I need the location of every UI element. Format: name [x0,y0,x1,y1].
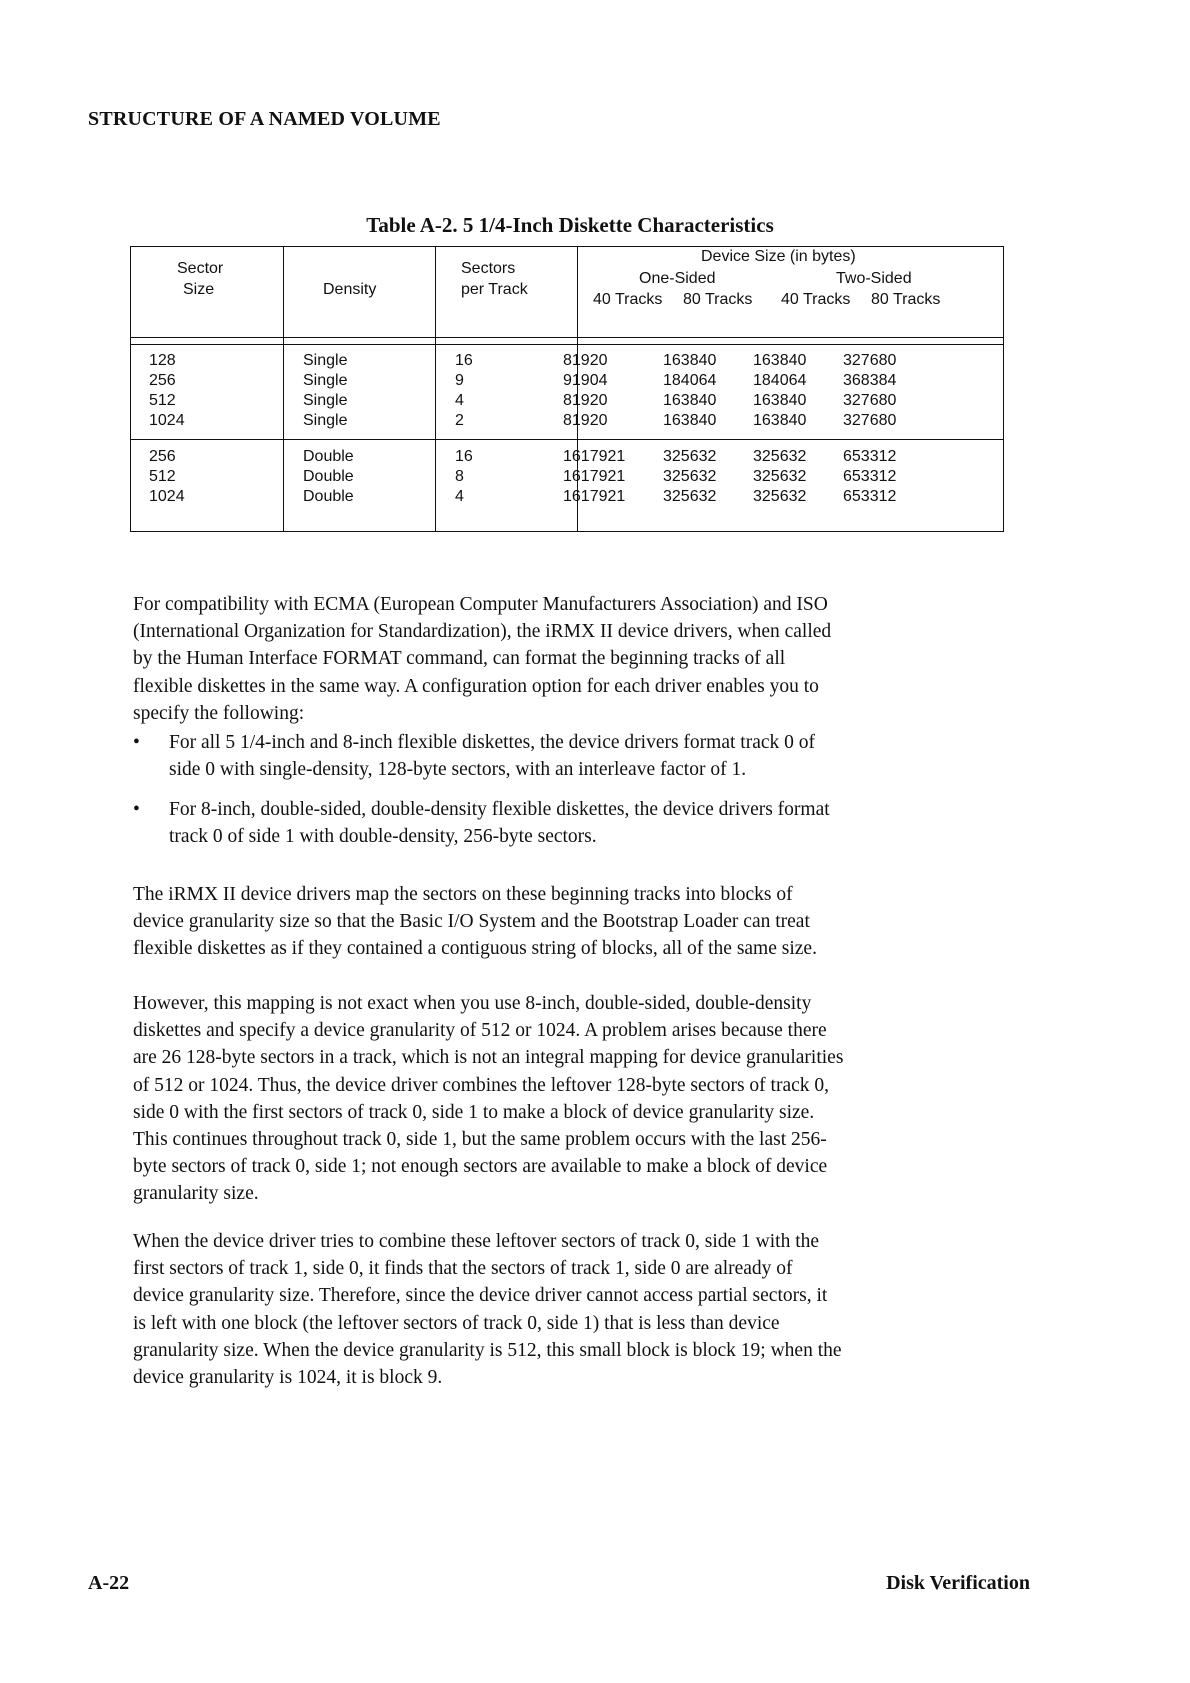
cell-sector-size: 256 [149,372,176,389]
intro-paragraph [133,591,1013,727]
section-divider [131,439,1003,440]
cell-sector-size: 512 [149,468,176,485]
cell-sectors-per-track: 8 [455,468,464,485]
text-line: by the Human Interface FORMAT command, can format the beginning tracks of all [133,648,786,670]
cell-2s-80-tracks: 327680 [843,412,897,429]
page-number: A-22 [88,1572,130,1594]
running-head: STRUCTURE OF A NAMED VOLUME [88,108,441,130]
cell-1s-40-tracks: 81920 [563,412,608,429]
bullet-icon: • [133,799,140,820]
bullet-text [169,729,1009,783]
text-line: diskettes and specify a device granularity of 512 or 1024. A problem arises because there [133,1020,827,1042]
cell-1s-80-tracks: 163840 [663,412,717,429]
text-line: flexible diskettes in the same way. A configuration option for each driver enables you to [133,675,819,697]
cell-1s-80-tracks: 325632 [663,468,717,485]
text-line: is left with one block (the leftover sectors of track 0, side 1) that is less than device [133,1312,780,1334]
text-line: are 26 128-byte sectors in a track, which is not an integral mapping for device granularities [133,1047,844,1069]
inexact-mapping-paragraph [133,990,1013,1208]
header-device-size: Device Size (in bytes) [701,248,856,265]
cell-1s-40-tracks: 91904 [563,372,608,389]
text-line: The iRMX II device drivers map the sectors on these beginning tracks into blocks of [133,884,793,905]
cell-2s-40-tracks: 163840 [753,352,807,369]
header-subcol-2s-40: 40 Tracks [781,291,851,308]
text-line: device granularity is 1024, it is block 9. [133,1367,443,1389]
leftover-block-paragraph [133,1228,1013,1391]
header-subcol-2s-80: 80 Tracks [871,291,941,308]
header-density: Density [323,281,377,298]
cell-sectors-per-track: 2 [455,412,464,429]
cell-2s-40-tracks: 163840 [753,392,807,409]
section-name: Disk Verification [886,1572,1030,1594]
cell-2s-80-tracks: 327680 [843,392,897,409]
cell-2s-40-tracks: 184064 [753,372,807,389]
text-line: device granularity size so that the Basic I/O System and the Bootstrap Loader can treat [133,911,810,933]
cell-2s-40-tracks: 163840 [753,412,807,429]
cell-sectors-per-track: 4 [455,392,464,409]
diskette-characteristics-table [130,246,1004,532]
cell-sector-size: 128 [149,352,176,369]
text-line: of 512 or 1024. Thus, the device driver combines the leftover 128-byte sectors of track 0, [133,1074,830,1096]
text-line: specify the following: [133,702,305,724]
cell-density: Single [303,392,348,409]
cell-1s-40-tracks: 81920 [563,392,608,409]
cell-sector-size: 256 [149,448,176,465]
table-title [0,213,1190,238]
cell-2s-40-tracks: 325632 [753,448,807,465]
cell-2s-80-tracks: 327680 [843,352,897,369]
cell-1s-80-tracks: 184064 [663,372,717,389]
cell-2s-80-tracks: 368384 [843,372,897,389]
text-line: side 0 with single-density, 128-byte sectors, with an interleave factor of 1. [169,759,747,781]
text-line: (International Organization for Standardization), the iRMX II device drivers, when called [133,621,832,643]
header-sector-size-1: Sector [177,260,224,277]
text-line: For 8-inch, double-sided, double-density flexible diskettes, the device drivers format [169,799,830,820]
cell-density: Single [303,412,348,429]
cell-1s-40-tracks: 81920 [563,352,608,369]
cell-2s-40-tracks: 325632 [753,488,807,505]
cell-2s-40-tracks: 325632 [753,468,807,485]
column-divider [283,247,284,531]
bullet-text [169,796,1009,850]
text-line: device granularity size. Therefore, since the device driver cannot access partial sectors, it [133,1285,828,1307]
header-sectors-per-track-1: Sectors [461,260,516,277]
cell-1s-40-tracks: 1617921 [563,488,626,505]
cell-sectors-per-track: 4 [455,488,464,505]
header-one-sided: One-Sided [639,270,716,287]
cell-sector-size: 512 [149,392,176,409]
bullet-icon: • [133,732,140,753]
text-line: byte sectors of track 0, side 1; not enough sectors are available to make a block of device [133,1156,828,1178]
text-line: For compatibility with ECMA (European Computer Manufacturers Association) and ISO [133,594,828,615]
header-sector-size-2: Size [183,281,215,298]
cell-1s-80-tracks: 163840 [663,392,717,409]
cell-2s-80-tracks: 653312 [843,468,897,485]
cell-1s-40-tracks: 1617921 [563,448,626,465]
mapping-paragraph [133,881,1013,963]
header-sectors-per-track-2: per Track [461,281,528,298]
text-line: This continues throughout track 0, side 1, but the same problem occurs with the last 256- [133,1129,827,1151]
header-rule [131,337,1003,338]
cell-1s-40-tracks: 1617921 [563,468,626,485]
cell-density: Single [303,352,348,369]
cell-density: Double [303,468,354,485]
cell-sectors-per-track: 9 [455,372,464,389]
text-line: For all 5 1/4-inch and 8-inch flexible diskettes, the device drivers format track 0 of [169,732,816,753]
cell-1s-80-tracks: 163840 [663,352,717,369]
header-subcol-1s-40: 40 Tracks [593,291,663,308]
cell-1s-80-tracks: 325632 [663,488,717,505]
header-rule [131,344,1003,345]
header-subcol-1s-80: 80 Tracks [683,291,753,308]
header-two-sided: Two-Sided [836,270,912,287]
text-line: side 0 with the first sectors of track 0, side 1 to make a block of device granularity size. [133,1101,815,1123]
text-line: However, this mapping is not exact when you use 8-inch, double-sided, double-density [133,993,812,1014]
cell-sectors-per-track: 16 [455,352,473,369]
text-line: flexible diskettes as if they contained a contiguous string of blocks, all of the same size. [133,938,817,960]
cell-density: Double [303,448,354,465]
text-line: granularity size. [133,1183,259,1205]
cell-2s-80-tracks: 653312 [843,448,897,465]
cell-sector-size: 1024 [149,412,185,429]
table-title-text: Table A-2. 5 1/4-Inch Diskette Characteristics [366,213,774,237]
cell-1s-80-tracks: 325632 [663,448,717,465]
cell-sector-size: 1024 [149,488,185,505]
text-line: granularity size. When the device granularity is 512, this small block is block 19; when the [133,1339,842,1361]
cell-sectors-per-track: 16 [455,448,473,465]
column-divider [435,247,436,531]
text-line: track 0 of side 1 with double-density, 256-byte sectors. [169,826,597,848]
cell-2s-80-tracks: 653312 [843,488,897,505]
text-line: first sectors of track 1, side 0, it finds that the sectors of track 1, side 0 are already of [133,1258,793,1280]
cell-density: Single [303,372,348,389]
text-line: When the device driver tries to combine these leftover sectors of track 0, side 1 with the [133,1231,820,1252]
cell-density: Double [303,488,354,505]
